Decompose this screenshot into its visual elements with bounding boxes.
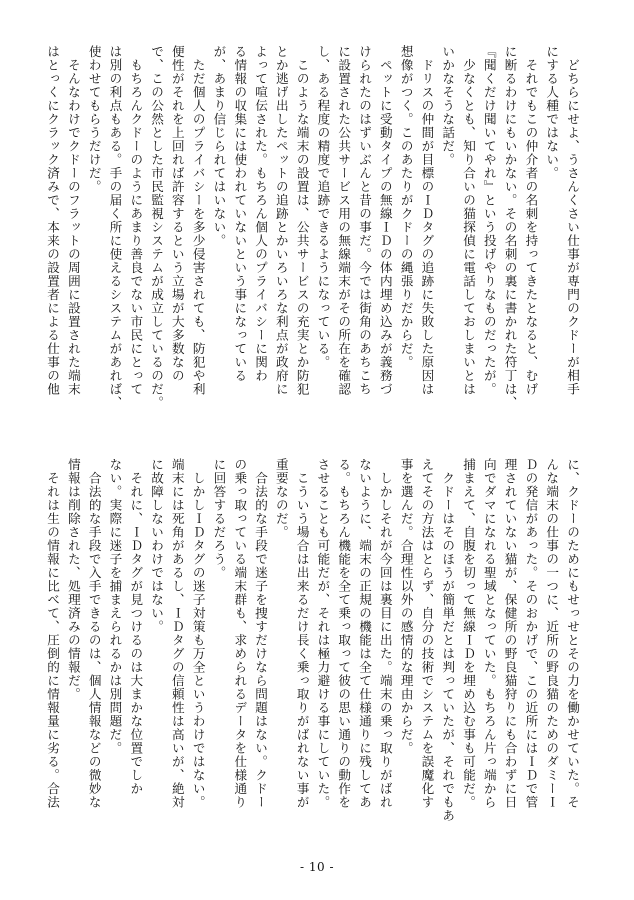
page-number: - 10 - <box>299 860 334 874</box>
lower-text-block: に、クドーのためにもせっせとその力を働かせていた。そ んな端末の仕事の一つに、近所の野良猫のためのダミーＩ Ｄの発信があった。そのおかげで、この近所にはＩＤで管 理されていない猫が、保健所の野良猫狩りにも合わずに日 向でダマになれる聖域となっていた。もちろん片っ端から 捕まえて、自腹を切って無線ＩＤを埋め込む事も可能だ。 クドーはそのほうが簡単だとは判っていたが、それでもあ えてその方法はとらず、自分の技術でシステムを誤魔化す 事を選んだ。合理性以外の感情的な理由からだ。 しかしそれが今回は裏目に出た。端末の乗っ取りがばれ ないように、端末の正規の機能は全て仕様通りに残してあ る。もちろん機能を全て乗っ取って彼の思い通りの動作を させることも可能だが、それは極力避ける事にしていた。 こういう場合は出来るだけ長く乗っ取りがばれない事が 重要なのだ。 合法的な手段で迷子を捜すだけなら問題はない。クドー の乗っ取っている端末群も、求められるデータを仕様通り に回答するだろう。 しかしＩＤタグの迷子対策も万全というわけではない。 端末には死角があるし、ＩＤタグの信頼性は高いが、絶対 に故障しないわけではない。 それに、ＩＤタグが見つけるのは大まかな位置でしか ない。実際に迷子を捕まえられるかは別問題だ。 合法的な手段で入手できるのは、個人情報などの微妙な 情報は削除された、処理済みの情報だ。 それは生の情報に比べて、圧倒的に情報量に劣る。合法 <box>45 458 580 823</box>
upper-text-block: どちらにせよ、うさんくさい仕事が専門のクドーが相手 にする人種ではない。 それでもこの仲介者の名刺を持ってきたとなると、むげ に断るわけにもいかない。その名刺の裏に書かれた符丁は、 『聞くだけ聞いてやれ』という投げやりなものだったが。 少なくとも、知り合いの猫探偵に電話しておしまいとは いかなそうな話だ。 ドリスの仲間が目標のＩＤタグの追跡に失敗した原因は 想像がつく。このあたりがクドーの縄張りだからだ。 ペットに受動タイプの無線ＩＤの体内埋め込みが義務づ けられたのはずいぶんと昔の事だ。今では街角のあちこち に設置された公共サービス用の無線端末がその所在を確認 し、ある程度の精度で追跡できるようになっている。 このような端末の設置は、公共サービスの充実とか防犯 とか逃げ出したペットの追跡とかいろいろな利点が政府に よって喧伝された。もちろん個人のプライバシーに関わ る情報の収集には使われていないという事になっている が、あまり信じられてはいない。 ただ個人のプライバシーを多少侵害されても、防犯や利 便性がそれを上回れば許容するという立場が大多数なの で、この公然とした市民監視システムが成立しているのだ。 もちろんクドーのようにあまり善良でない市民にとって は別の利点もある。手の届く所に使えるシステムがあれば、 使わせてもらうだけだ。 そんなわけでクドーのフラットの周囲に設置された端末 はとっくにクラック済みで、本来の設置者による仕事の他 <box>45 45 580 410</box>
